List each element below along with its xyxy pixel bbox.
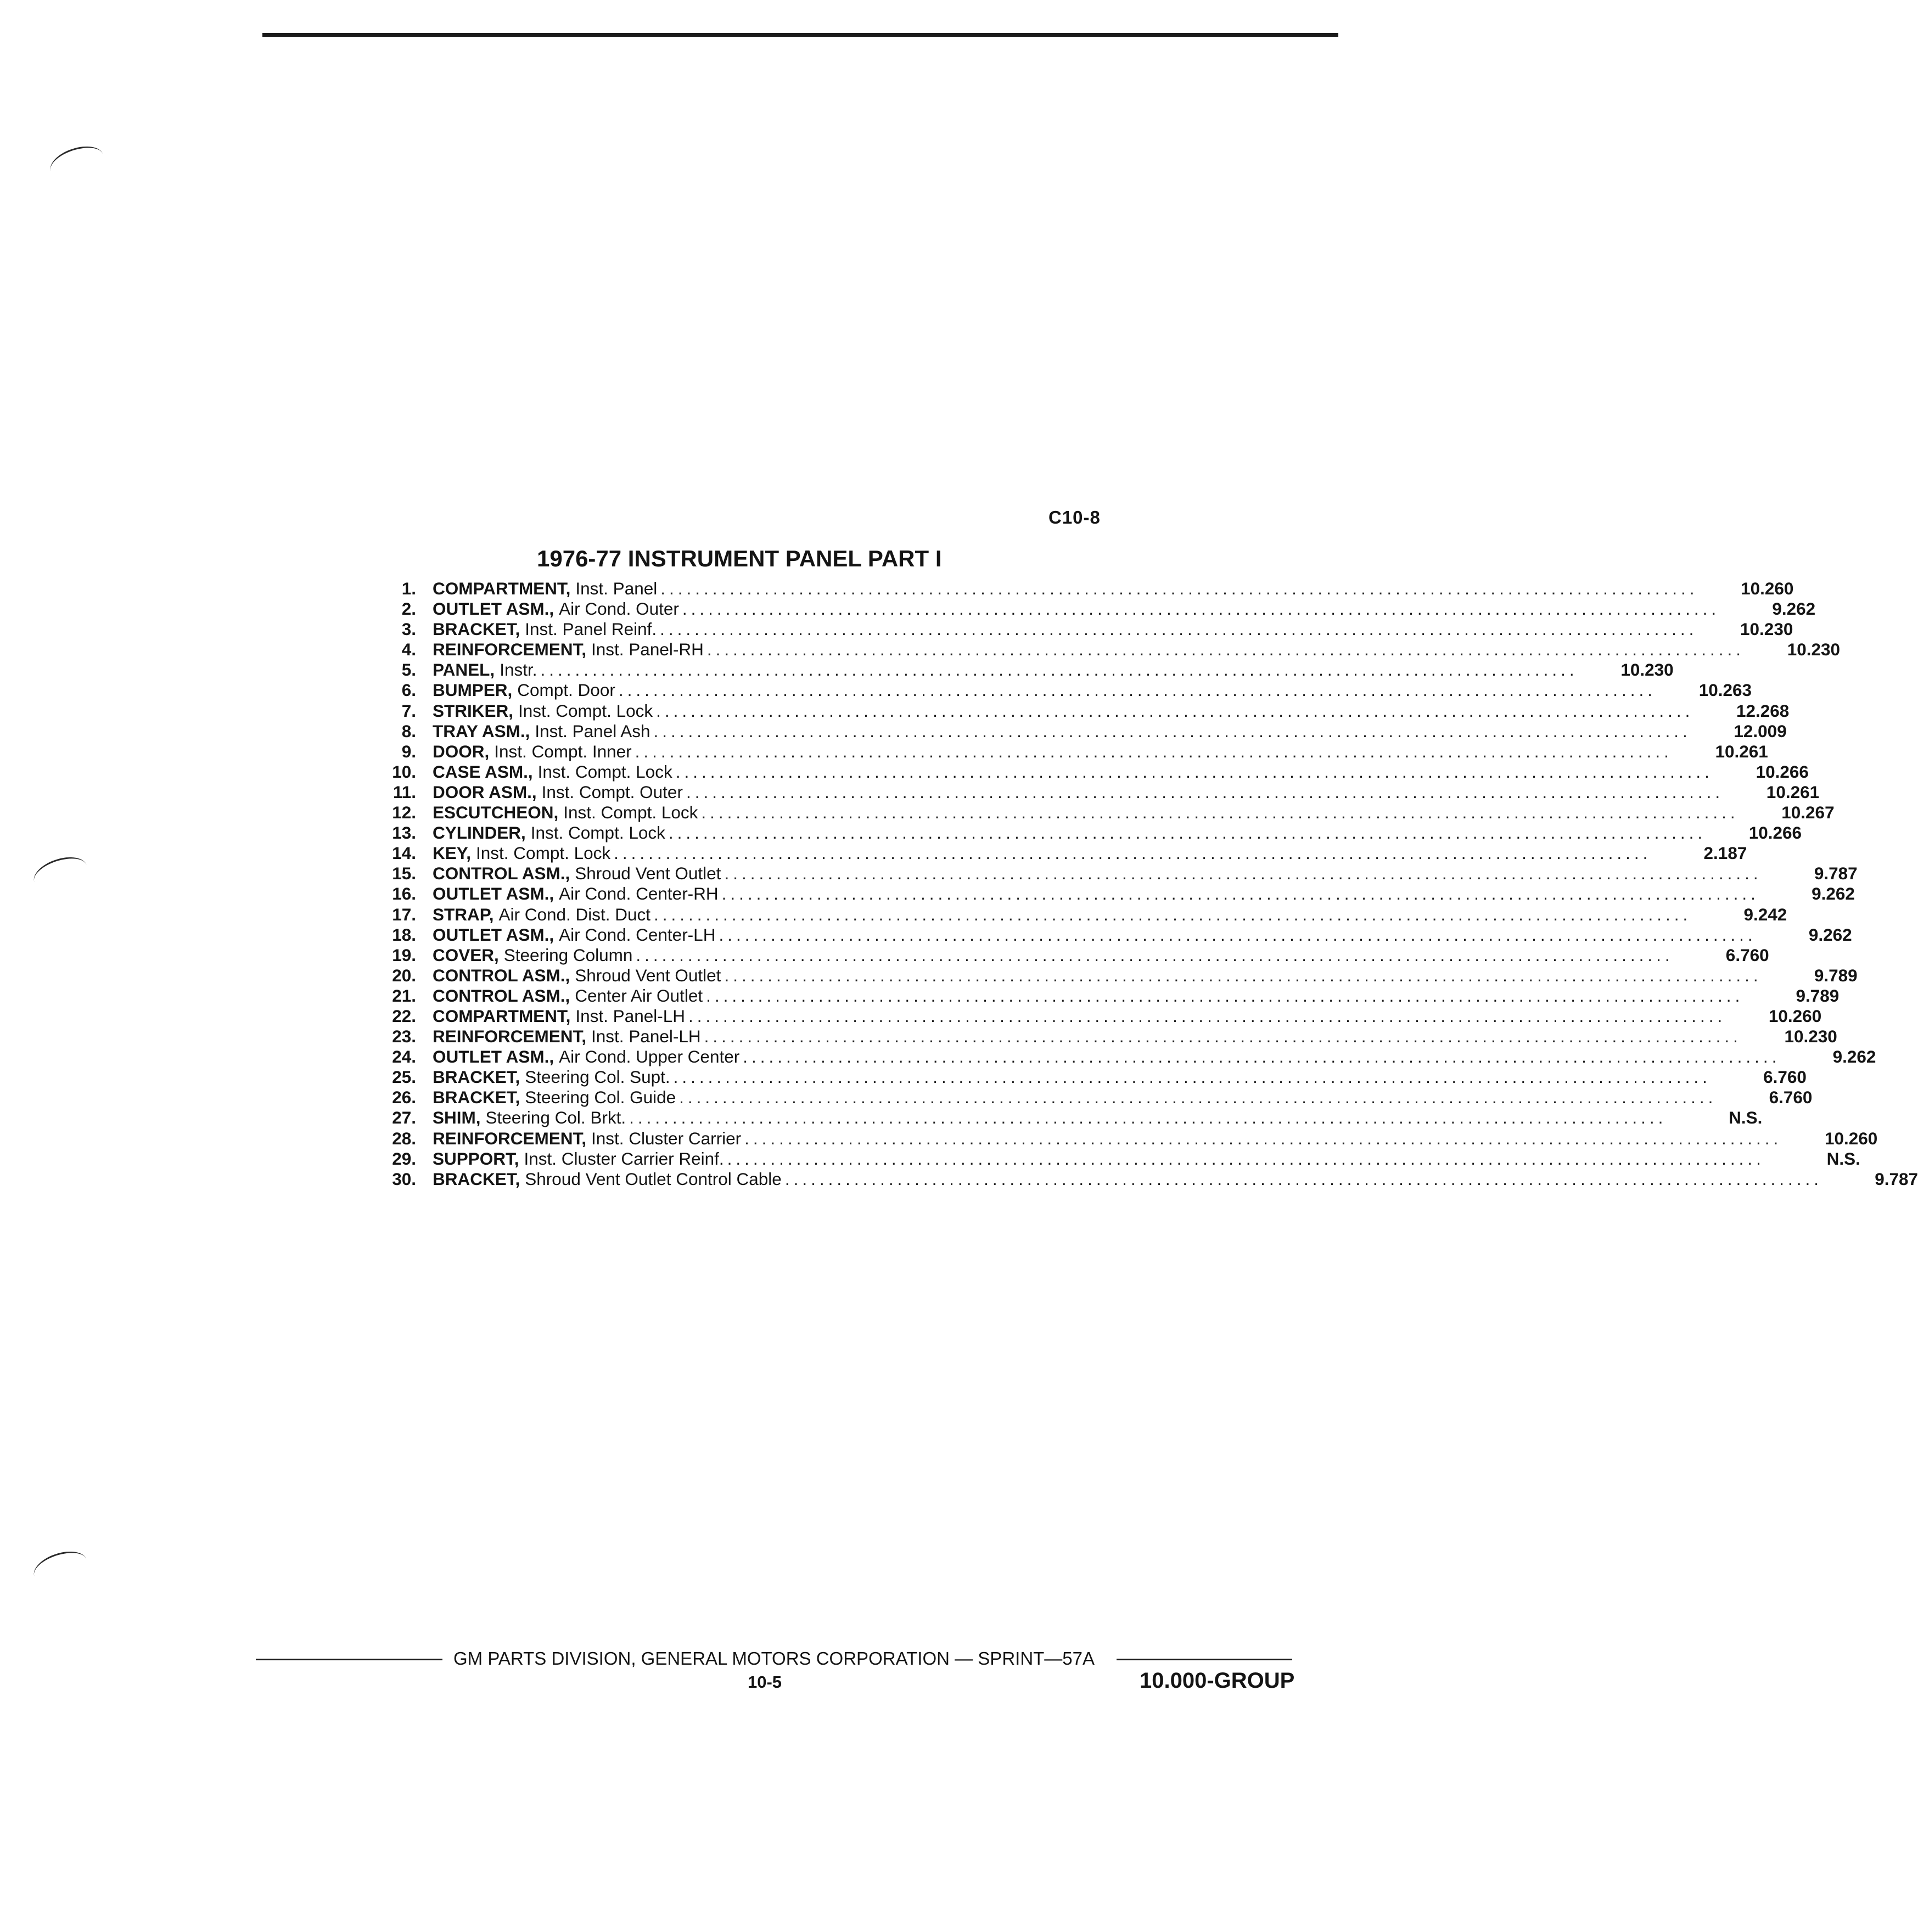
part-name: CONTROL ASM., bbox=[433, 863, 570, 884]
part-name: ESCUTCHEON, bbox=[433, 802, 559, 823]
footer-page-number: 10-5 bbox=[748, 1672, 782, 1692]
part-reference: 9.242 bbox=[1743, 904, 1787, 924]
part-row bbox=[384, 599, 1816, 619]
part-description: Inst. Compt. Lock bbox=[476, 843, 611, 863]
part-name: CONTROL ASM., bbox=[433, 985, 570, 1006]
part-number: 4. bbox=[401, 639, 416, 660]
part-description: Steering Column bbox=[503, 945, 633, 965]
part-row bbox=[384, 924, 1852, 945]
part-name: OUTLET ASM., bbox=[433, 1047, 554, 1067]
part-number: 8. bbox=[401, 721, 416, 741]
part-number: 18. bbox=[392, 924, 416, 945]
part-description: Inst. Compt. Lock bbox=[563, 802, 698, 823]
part-description: Instr. bbox=[500, 660, 537, 680]
binder-hole-mark bbox=[30, 851, 91, 896]
part-description: Shroud Vent Outlet bbox=[575, 863, 721, 884]
part-number: 30. bbox=[392, 1169, 416, 1189]
part-description: Air Cond. Dist. Duct bbox=[498, 904, 651, 924]
part-description: Air Cond. Outer bbox=[559, 599, 679, 619]
part-reference: 9.789 bbox=[1814, 965, 1858, 985]
dot-leader: ........................................................................................................................ bbox=[704, 1026, 1742, 1047]
part-row bbox=[384, 782, 1820, 802]
part-name: OUTLET ASM., bbox=[433, 599, 554, 619]
binder-hole-mark bbox=[46, 141, 107, 185]
part-row bbox=[384, 945, 1769, 965]
part-description: Air Cond. Upper Center bbox=[559, 1047, 740, 1067]
part-name: COMPARTMENT, bbox=[433, 1006, 571, 1026]
part-reference: N.S. bbox=[1729, 1108, 1763, 1128]
part-description: Shroud Vent Outlet bbox=[575, 965, 721, 985]
part-reference: 10.261 bbox=[1766, 782, 1820, 802]
part-number: 5. bbox=[401, 660, 416, 680]
dot-leader: ........................................................................................................................ bbox=[784, 1169, 1823, 1189]
part-number: 14. bbox=[392, 843, 416, 863]
part-description: Inst. Panel bbox=[575, 579, 658, 598]
part-row bbox=[384, 1108, 1763, 1128]
part-description: Center Air Outlet bbox=[575, 985, 703, 1006]
part-number: 20. bbox=[392, 965, 416, 985]
dot-leader: ........................................................................................................................ bbox=[721, 884, 1759, 904]
part-row bbox=[384, 700, 1790, 721]
part-row bbox=[384, 904, 1787, 925]
dot-leader: ........................................................................................................................ bbox=[682, 599, 1720, 619]
part-name: OUTLET ASM., bbox=[433, 924, 554, 945]
dot-leader: ........................................................................................................................ bbox=[660, 579, 1698, 598]
dot-leader: ........................................................................................................................ bbox=[668, 823, 1707, 843]
part-row bbox=[384, 985, 1840, 1006]
part-reference: 12.009 bbox=[1734, 721, 1787, 741]
part-row bbox=[384, 823, 1802, 843]
dot-leader: ........................................................................................................................ bbox=[719, 924, 1757, 945]
part-name: SHIM, bbox=[433, 1108, 481, 1128]
part-description: Inst. Panel-RH bbox=[591, 639, 704, 660]
part-number: 16. bbox=[392, 884, 416, 904]
dot-leader: ........................................................................................................................ bbox=[614, 843, 1652, 863]
part-row bbox=[384, 741, 1768, 762]
part-number: 15. bbox=[392, 863, 416, 884]
part-description: Steering Col. Guide bbox=[525, 1087, 676, 1108]
part-description: Steering Col. Supt. bbox=[525, 1067, 670, 1087]
footer-rule-right bbox=[1117, 1659, 1292, 1660]
part-row bbox=[384, 1026, 1837, 1047]
part-reference: 9.262 bbox=[1832, 1047, 1876, 1067]
top-rule bbox=[262, 33, 1338, 37]
part-name: COVER, bbox=[433, 945, 499, 965]
part-name: SUPPORT, bbox=[433, 1148, 519, 1169]
dot-leader: ........................................................................................................................ bbox=[724, 863, 1762, 884]
part-row bbox=[384, 843, 1747, 863]
part-reference: 10.266 bbox=[1756, 761, 1809, 782]
part-number: 27. bbox=[392, 1108, 416, 1128]
part-row bbox=[384, 802, 1835, 823]
page-code: C10-8 bbox=[1048, 507, 1101, 527]
page-title: 1976-77 INSTRUMENT PANEL PART I bbox=[537, 546, 942, 571]
part-row bbox=[384, 884, 1855, 904]
part-row bbox=[384, 721, 1787, 742]
part-number: 29. bbox=[392, 1148, 416, 1169]
dot-leader: ........................................................................................................................ bbox=[706, 985, 1744, 1006]
dot-leader: ........................................................................................................................ bbox=[675, 761, 1713, 782]
part-reference: 12.268 bbox=[1736, 700, 1790, 721]
part-row bbox=[384, 680, 1752, 700]
dot-leader: ........................................................................................................................ bbox=[660, 619, 1698, 639]
part-reference: 9.262 bbox=[1808, 924, 1852, 945]
part-description: Inst. Panel Reinf. bbox=[525, 619, 657, 639]
part-number: 21. bbox=[392, 985, 416, 1006]
part-reference: 10.260 bbox=[1741, 579, 1794, 598]
part-description: Inst. Cluster Carrier bbox=[591, 1128, 742, 1148]
part-reference: 9.262 bbox=[1812, 884, 1855, 904]
part-reference: 10.260 bbox=[1824, 1128, 1878, 1148]
part-row bbox=[384, 965, 1858, 986]
dot-leader: ........................................................................................................................ bbox=[629, 1108, 1667, 1128]
part-reference: 10.261 bbox=[1715, 741, 1768, 761]
part-description: Inst. Panel Ash bbox=[535, 721, 650, 741]
part-number: 13. bbox=[392, 823, 416, 843]
footer-publisher: GM PARTS DIVISION, GENERAL MOTORS CORPORATION — SPRINT—57A bbox=[453, 1648, 1095, 1669]
part-reference: 9.787 bbox=[1875, 1169, 1918, 1189]
part-description: Inst. Compt. Lock bbox=[530, 823, 665, 843]
dot-leader: ........................................................................................................................ bbox=[706, 639, 1745, 660]
part-number: 26. bbox=[392, 1087, 416, 1108]
part-row bbox=[384, 1006, 1822, 1026]
part-name: REINFORCEMENT, bbox=[433, 639, 587, 660]
part-reference: 10.230 bbox=[1784, 1026, 1837, 1047]
part-description: Inst. Compt. Lock bbox=[518, 700, 653, 721]
part-number: 17. bbox=[392, 904, 416, 924]
binder-hole-mark bbox=[30, 1546, 91, 1590]
dot-leader: ........................................................................................................................ bbox=[679, 1087, 1717, 1108]
part-row bbox=[384, 1067, 1807, 1087]
part-row bbox=[384, 660, 1674, 680]
part-name: CONTROL ASM., bbox=[433, 965, 570, 985]
dot-leader: ........................................................................................................................ bbox=[743, 1047, 1781, 1067]
part-name: CASE ASM., bbox=[433, 761, 533, 782]
part-row bbox=[384, 1128, 1878, 1149]
part-number: 1. bbox=[401, 579, 416, 598]
part-reference: 10.230 bbox=[1740, 619, 1793, 639]
dot-leader: ........................................................................................................................ bbox=[724, 965, 1762, 985]
part-name: BRACKET, bbox=[433, 1087, 520, 1108]
part-name: KEY, bbox=[433, 843, 472, 863]
part-number: 7. bbox=[401, 700, 416, 721]
part-description: Inst. Cluster Carrier Reinf. bbox=[524, 1148, 724, 1169]
part-name: PANEL, bbox=[433, 660, 495, 680]
dot-leader: ........................................................................................................................ bbox=[744, 1128, 1782, 1148]
part-name: BRACKET, bbox=[433, 1067, 520, 1087]
part-description: Inst. Compt. Outer bbox=[541, 782, 683, 802]
part-name: COMPARTMENT, bbox=[433, 579, 571, 598]
part-row bbox=[384, 863, 1858, 884]
part-row bbox=[384, 761, 1809, 782]
part-number: 3. bbox=[401, 619, 416, 639]
part-reference: 10.263 bbox=[1698, 680, 1752, 700]
part-number: 2. bbox=[401, 599, 416, 619]
dot-leader: ........................................................................................................................ bbox=[654, 904, 1692, 924]
dot-leader: ........................................................................................................................ bbox=[686, 782, 1724, 802]
part-description: Shroud Vent Outlet Control Cable bbox=[525, 1169, 782, 1189]
part-description: Compt. Door bbox=[517, 680, 615, 700]
part-number: 28. bbox=[392, 1128, 416, 1148]
dot-leader: ........................................................................................................................ bbox=[688, 1006, 1726, 1026]
dot-leader: ........................................................................................................................ bbox=[653, 721, 1691, 741]
part-description: Inst. Panel-LH bbox=[575, 1006, 686, 1026]
part-reference: 10.267 bbox=[1781, 802, 1835, 823]
part-reference: 10.260 bbox=[1768, 1006, 1822, 1026]
part-name: DOOR ASM., bbox=[433, 782, 537, 802]
dot-leader: ........................................................................................................................ bbox=[701, 802, 1739, 823]
part-name: BUMPER, bbox=[433, 680, 513, 700]
footer-group-label: 10.000-GROUP bbox=[1140, 1669, 1295, 1693]
part-name: OUTLET ASM., bbox=[433, 884, 554, 904]
part-reference: N.S. bbox=[1826, 1148, 1860, 1169]
part-description: Inst. Compt. Inner bbox=[494, 741, 632, 761]
part-number: 9. bbox=[401, 741, 416, 761]
part-description: Steering Col. Brkt. bbox=[485, 1108, 626, 1128]
dot-leader: ........................................................................................................................ bbox=[673, 1067, 1711, 1087]
part-number: 12. bbox=[392, 802, 416, 823]
part-description: Air Cond. Center-LH bbox=[559, 924, 716, 945]
part-number: 22. bbox=[392, 1006, 416, 1026]
part-reference: 9.789 bbox=[1796, 985, 1840, 1006]
footer-rule-left bbox=[256, 1659, 442, 1660]
part-row bbox=[384, 579, 1794, 599]
part-reference: 6.760 bbox=[1763, 1067, 1807, 1087]
part-reference: 10.230 bbox=[1620, 660, 1674, 680]
part-name: REINFORCEMENT, bbox=[433, 1026, 587, 1047]
part-number: 10. bbox=[392, 761, 416, 782]
part-row bbox=[384, 1169, 1918, 1189]
dot-leader: ........................................................................................................................ bbox=[727, 1148, 1765, 1169]
part-name: STRIKER, bbox=[433, 700, 514, 721]
dot-leader: ........................................................................................................................ bbox=[656, 700, 1694, 721]
part-number: 24. bbox=[392, 1047, 416, 1067]
part-name: TRAY ASM., bbox=[433, 721, 530, 741]
part-reference: 6.760 bbox=[1769, 1087, 1813, 1108]
part-name: BRACKET, bbox=[433, 1169, 520, 1189]
part-reference: 2.187 bbox=[1703, 843, 1747, 863]
part-reference: 9.787 bbox=[1814, 863, 1858, 884]
part-row bbox=[384, 639, 1841, 660]
part-name: CYLINDER, bbox=[433, 823, 526, 843]
part-number: 23. bbox=[392, 1026, 416, 1047]
part-number: 11. bbox=[392, 782, 416, 802]
part-number: 19. bbox=[392, 945, 416, 965]
part-row bbox=[384, 1087, 1813, 1108]
parts-list bbox=[384, 579, 1918, 1189]
part-number: 6. bbox=[401, 680, 416, 700]
part-reference: 9.262 bbox=[1772, 599, 1816, 619]
part-description: Inst. Panel-LH bbox=[591, 1026, 701, 1047]
part-description: Air Cond. Center-RH bbox=[559, 884, 719, 904]
part-number: 25. bbox=[392, 1067, 416, 1087]
part-row bbox=[384, 1148, 1860, 1169]
dot-leader: ........................................................................................................................ bbox=[618, 680, 1657, 700]
part-row bbox=[384, 1047, 1876, 1067]
part-name: STRAP, bbox=[433, 904, 494, 924]
part-reference: 10.266 bbox=[1748, 823, 1802, 843]
part-row bbox=[384, 619, 1793, 639]
dot-leader: ........................................................................................................................ bbox=[636, 945, 1674, 965]
part-reference: 10.230 bbox=[1787, 639, 1841, 660]
part-name: REINFORCEMENT, bbox=[433, 1128, 587, 1148]
dot-leader: ........................................................................................................................ bbox=[540, 660, 1578, 680]
part-reference: 6.760 bbox=[1725, 945, 1769, 965]
part-name: BRACKET, bbox=[433, 619, 520, 639]
part-name: DOOR, bbox=[433, 741, 490, 761]
dot-leader: ........................................................................................................................ bbox=[635, 741, 1673, 761]
part-description: Inst. Compt. Lock bbox=[537, 761, 672, 782]
